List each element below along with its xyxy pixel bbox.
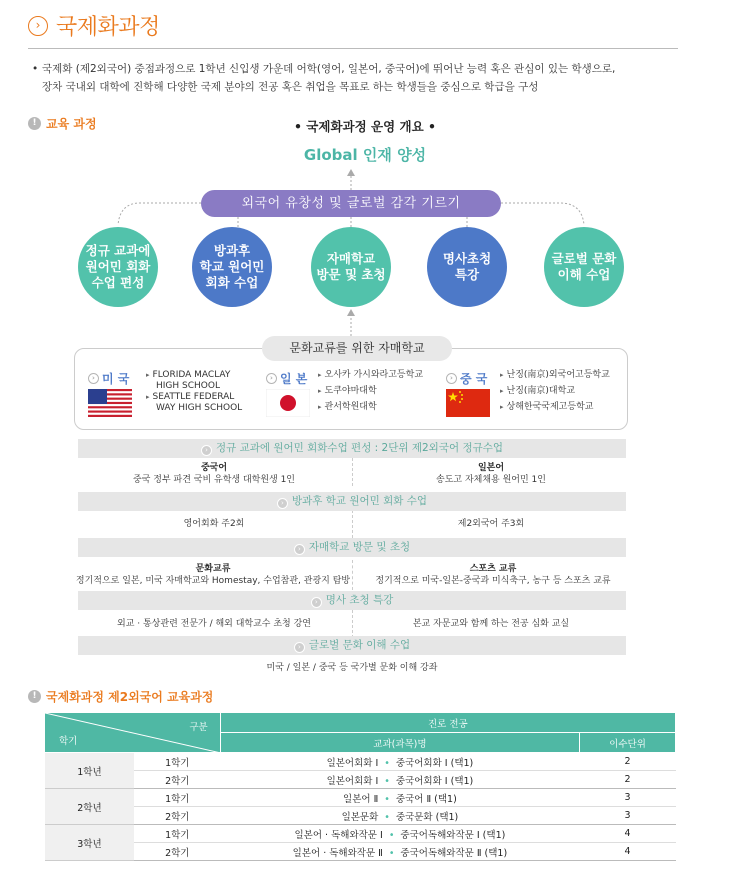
table-row bbox=[45, 789, 676, 807]
school-item: ▸ 난징(南京)대학교 bbox=[500, 386, 576, 396]
program-band: › 정규 교과에 원어민 회화수업 편성 : 2단위 제2외국어 정규수업 bbox=[78, 439, 626, 458]
table-row bbox=[45, 771, 676, 789]
country-japan bbox=[266, 370, 307, 387]
country-china bbox=[446, 370, 487, 387]
units-cell: 3 bbox=[580, 789, 676, 807]
chevron-right-icon: › bbox=[28, 16, 48, 36]
program-band: › 글로벌 문화 이해 수업 bbox=[78, 636, 626, 655]
subject-cell: 일본문화 • 중국문화 (택1) bbox=[220, 807, 579, 825]
diagram-subtitle: Global 인재 양성 bbox=[303, 146, 427, 164]
section-heading-label: 국제화과정 제2외국어 교육과정 bbox=[46, 690, 214, 704]
intro-line-2: 장차 국내외 대학에 진학해 다양한 국제 분야의 전공 혹은 취업을 목표로 하는 학생들을 중심으로 학급을 구성 bbox=[42, 81, 539, 93]
exclamation-icon: ! bbox=[28, 690, 41, 703]
header-gubun: 구분 bbox=[189, 722, 208, 733]
circle-sister-school: 자매학교 방문 및 초청 bbox=[311, 227, 391, 307]
school-item: ▸ 관서학원대학 bbox=[318, 402, 377, 412]
term-cell: 1학기 bbox=[134, 753, 220, 771]
header-track: 진로 전공 bbox=[220, 713, 675, 733]
program-detail-right: 제2외국어 주3회 bbox=[457, 519, 525, 529]
circle-afterschool: 방과후 학교 원어민 회화 수업 bbox=[192, 227, 272, 307]
program-detail-left: 영어회화 주2회 bbox=[183, 519, 245, 529]
chevron-right-icon: › bbox=[277, 498, 288, 509]
china-flag bbox=[446, 389, 490, 417]
intro-text: • 국제화 (제2외국어) 중점과정으로 1학년 신입생 가운데 어학(영어, 일본어, 중국어)에 뛰어난 능력 혹은 관심이 있는 학생으로, 장차 국내외 대학에 진학해 다양한 국제 분야의 전공 혹은 취업을 목표로 하는 학생들을 중심으로 학급을 구성 bbox=[32, 60, 692, 96]
country-usa bbox=[88, 370, 129, 387]
diagram-title: • 국제화과정 운영 개요 • bbox=[293, 119, 437, 134]
subject-cell: 일본어 Ⅱ • 중국어 Ⅱ (택1) bbox=[220, 789, 579, 807]
subject-cell: 일본어 · 독해와작문 Ⅰ • 중국어독해와작문 Ⅰ (택1) bbox=[220, 825, 579, 843]
subject-cell: 일본어 · 독해와작문 Ⅱ • 중국어독해와작문 Ⅱ (택1) bbox=[220, 843, 579, 861]
school-item: HIGH SCHOOL bbox=[156, 381, 220, 391]
units-cell: 4 bbox=[580, 843, 676, 861]
chevron-right-icon: › bbox=[266, 373, 277, 384]
school-item: ▸ FLORIDA MACLAY bbox=[146, 370, 231, 380]
school-item: ▸ 도쿠야마대학 bbox=[318, 386, 377, 396]
goal-banner: 외국어 유창성 및 글로벌 감각 기르기 bbox=[201, 190, 501, 217]
header-hakgi: 학기 bbox=[59, 736, 78, 747]
program-detail-center: 미국 / 일본 / 중국 등 국가별 문화 이해 강좌 bbox=[266, 663, 438, 673]
table-row bbox=[45, 753, 676, 771]
program-detail-right: 일본어 송도고 자체채용 원어민 1인 bbox=[436, 463, 546, 485]
chevron-right-icon: › bbox=[294, 544, 305, 555]
circle-regular-class: 정규 교과에 원어민 회화 수업 편성 bbox=[78, 227, 158, 307]
japan-flag bbox=[266, 389, 310, 417]
chevron-right-icon: › bbox=[294, 642, 305, 653]
country-name: 미 국 bbox=[102, 372, 130, 386]
country-name: 중 국 bbox=[460, 372, 488, 386]
units-cell: 2 bbox=[580, 771, 676, 789]
program-detail-left: 외교 · 통상관련 전문가 / 해외 대학교수 초청 강연 bbox=[117, 619, 311, 629]
circle-guest-lecture: 명사초청 특강 bbox=[427, 227, 507, 307]
section-heading-language-curriculum bbox=[28, 688, 213, 705]
chevron-right-icon: › bbox=[201, 445, 212, 456]
school-item: ▸ 상해한국국제고등학교 bbox=[500, 402, 594, 412]
header-subject: 교과(과목)명 bbox=[220, 733, 579, 753]
curriculum-table bbox=[44, 712, 676, 861]
chevron-right-icon: › bbox=[88, 373, 99, 384]
usa-flag bbox=[88, 389, 132, 417]
year-cell: 3학년 bbox=[45, 825, 135, 861]
term-cell: 2학기 bbox=[134, 807, 220, 825]
program-band: › 방과후 학교 원어민 회화 수업 bbox=[78, 492, 626, 511]
table-row bbox=[45, 825, 676, 843]
year-cell: 2학년 bbox=[45, 789, 135, 825]
term-cell: 1학기 bbox=[134, 789, 220, 807]
header-units: 이수단위 bbox=[580, 733, 676, 753]
section-heading-label: 교육 과정 bbox=[46, 117, 97, 131]
year-cell: 1학년 bbox=[45, 753, 135, 789]
sister-school-label: 문화교류를 위한 자매학교 bbox=[262, 336, 452, 361]
units-cell: 2 bbox=[580, 753, 676, 771]
term-cell: 1학기 bbox=[134, 825, 220, 843]
chevron-right-icon: › bbox=[446, 373, 457, 384]
exclamation-icon: ! bbox=[28, 117, 41, 130]
units-cell: 4 bbox=[580, 825, 676, 843]
column-divider bbox=[352, 610, 353, 638]
term-cell: 2학기 bbox=[134, 771, 220, 789]
usa-school-list bbox=[146, 370, 242, 414]
japan-school-list bbox=[318, 370, 423, 413]
school-item: ▸ 오사카 가시와라고등학교 bbox=[318, 370, 424, 380]
school-item: ▸ 난징(南京)외국어고등학교 bbox=[500, 370, 610, 380]
china-school-list bbox=[500, 370, 610, 413]
table-row bbox=[45, 807, 676, 825]
page-title: 국제화과정 bbox=[56, 15, 160, 40]
chevron-right-icon: › bbox=[311, 597, 322, 608]
circle-global-culture: 글로벌 문화 이해 수업 bbox=[544, 227, 624, 307]
column-divider bbox=[352, 510, 353, 538]
program-detail-left: 문화교류 정기적으로 일본, 미국 자매학교와 Homestay, 수업참관, 관광지 탐방 bbox=[75, 564, 351, 586]
school-item: WAY HIGH SCHOOL bbox=[156, 403, 243, 413]
country-name: 일 본 bbox=[280, 372, 308, 386]
program-band: › 명사 초청 특강 bbox=[78, 591, 626, 610]
program-detail-left: 중국어 중국 정부 파견 국비 유학생 대학원생 1인 bbox=[133, 463, 295, 485]
units-cell: 3 bbox=[580, 807, 676, 825]
school-item: ▸ SEATTLE FEDERAL bbox=[146, 392, 235, 402]
subject-cell: 일본어회화 Ⅰ • 중국어회화 Ⅰ (택1) bbox=[220, 753, 579, 771]
subject-cell: 일본어회화 Ⅰ • 중국어회화 Ⅰ (택1) bbox=[220, 771, 579, 789]
column-divider bbox=[352, 458, 353, 486]
intro-line-1: 국제화 (제2외국어) 중점과정으로 1학년 신입생 가운데 어학(영어, 일본어, 중국어)에 뛰어난 능력 혹은 관심이 있는 학생으로, bbox=[42, 63, 616, 75]
program-detail-right: 본교 자문교와 함께 하는 전공 심화 교실 bbox=[412, 619, 570, 629]
table-header-corner bbox=[45, 713, 221, 753]
program-detail-right: 스포츠 교류 정기적으로 미국-일본-중국과 미식축구, 농구 등 스포츠 교류 bbox=[375, 564, 611, 586]
term-cell: 2학기 bbox=[134, 843, 220, 861]
table-row bbox=[45, 843, 676, 861]
program-band: › 자매학교 방문 및 초청 bbox=[78, 538, 626, 557]
